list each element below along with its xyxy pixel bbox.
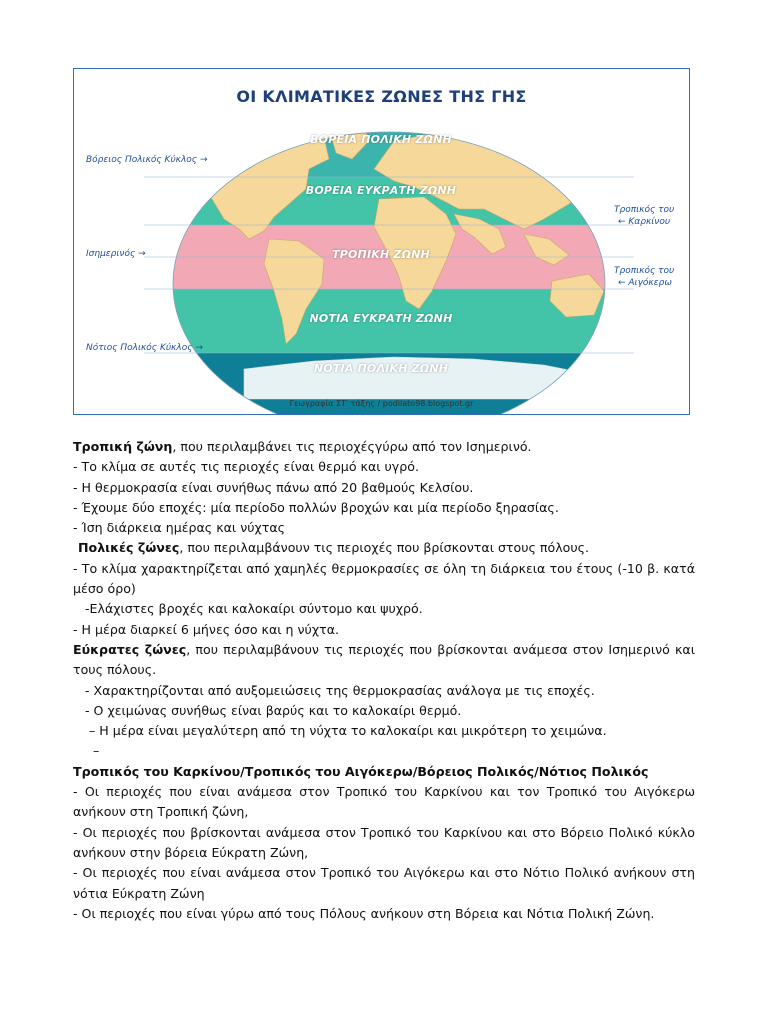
temperate-zones-heading [73,640,695,681]
zone-label-south-polar: ΝΟΤΙΑ ΠΟΛΙΚΗ ΖΩΝΗ [313,362,449,375]
tropical-zone-heading [73,437,695,457]
zone-label-north-temperate: ΒΟΡΕΙΑ ΕΥΚΡΑΤΗ ΖΩΝΗ [305,184,457,197]
polar-zones-heading [73,538,695,558]
label-tropic-cancer-2: ← Καρκίνου [618,217,671,227]
zone-label-south-temperate: ΝΟΤΙΑ ΕΥΚΡΑΤΗ ΖΩΝΗ [309,312,453,325]
body-text [73,437,695,924]
text-line: - Η μέρα διαρκεί 6 μήνες όσο και η νύχτα. [73,621,339,637]
text-line: - Έχουμε δύο εποχές: μία περίοδο πολλών βροχών και μία περίοδο ξηρασίας. [73,499,559,515]
zone-label-north-polar: ΒΟΡΕΙΑ ΠΟΛΙΚΗ ΖΩΝΗ [310,133,452,146]
text-line: – [93,743,100,759]
polar-zones-desc: , που περιλαμβάνουν τις περιοχές που βρίσκονται στους πόλους. [179,540,590,556]
text-line: - Το κλίμα χαρακτηρίζεται από χαμηλές θερμοκρασίες σε όλη τη διάρκεια του έτους (-10 β. κατά μέσο όρο) [73,560,695,597]
text-line: - Οι περιοχές που είναι ανάμεσα στον Τροπικό του Καρκίνου και τον Τροπικό του Αιγόκερω ανήκουν στη Τροπική ζώνη, [73,784,695,820]
text-line: – Η μέρα είναι μεγαλύτερη από τη νύχτα το καλοκαίρι και μικρότερη το χειμώνα. [89,723,607,739]
text-line: - Ίση διάρκεια ημέρας και νύχτας [73,520,286,536]
tropical-zone-term: Τροπική ζώνη [73,439,173,454]
figure-title: ΟΙ ΚΛΙΜΑΤΙΚΕΣ ΖΩΝΕΣ ΤΗΣ ΓΗΣ [236,87,527,106]
climate-zones-figure [73,68,690,415]
label-tropic-cancer-1: Τροπικός του [614,205,675,215]
tropics-circles-heading: Τροπικός του Καρκίνου/Τροπικός του Αιγόκερω/Βόρειος Πολικός/Νότιος Πολικός [73,763,649,779]
text-line: - Οι περιοχές που βρίσκονται ανάμεσα στον Τροπικό του Καρκίνου και στο Βόρειο Πολικό κύκλο ανήκουν στην βόρεια Εύκρατη Ζώνη, [73,824,695,860]
text-line: - Η θερμοκρασία είναι συνήθως πάνω από 20 βαθμούς Κελσίου. [73,479,474,495]
label-tropic-capricorn-2: ← Αιγόκερω [618,278,672,288]
label-tropic-capricorn-1: Τροπικός του [614,266,675,276]
text-line: - Χαρακτηρίζονται από αυξομειώσεις της θερμοκρασίας ανάλογα με τις εποχές. [85,682,595,698]
figure-credit: Γεωγραφία ΣΤ' τάξης / podilato98.blogspot.gr [289,399,474,408]
text-line: - Οι περιοχές που είναι γύρω από τους Πόλους ανήκουν στη Βόρεια και Νότια Πολική Ζώνη. [73,905,655,921]
temperate-zones-desc: , που περιλαμβάνουν τις περιοχές που βρίσκονται ανάμεσα στον Ισημερινό και τους πόλους. [73,641,695,678]
text-line: -Ελάχιστες βροχές και καλοκαίρι σύντομο και ψυχρό. [85,601,423,617]
text-line: - Ο χειμώνας συνήθως είναι βαρύς και το καλοκαίρι θερμό. [85,702,462,718]
label-arctic-circle: Βόρειος Πολικός Κύκλος → [86,155,208,165]
text-line: - Οι περιοχές που είναι ανάμεσα στον Τροπικό του Αιγόκερω και στο Νότιο Πολικό ανήκουν στη νότια Εύκρατη Ζώνη [73,865,695,901]
polar-zones-term: Πολικές ζώνες [78,540,180,556]
tropical-zone-desc: , που περιλαμβάνει τις περιοχέςγύρω από τον Ισημερινό. [172,439,532,454]
text-line: - Το κλίμα σε αυτές τις περιοχές είναι θερμό και υγρό. [73,459,419,475]
zone-label-tropical: ΤΡΟΠΙΚΗ ΖΩΝΗ [332,248,430,261]
label-equator: Ισημερινός → [86,249,146,259]
label-antarctic-circle: Νότιος Πολικός Κύκλος → [86,343,203,353]
temperate-zones-term: Εύκρατες ζώνες [73,641,187,657]
